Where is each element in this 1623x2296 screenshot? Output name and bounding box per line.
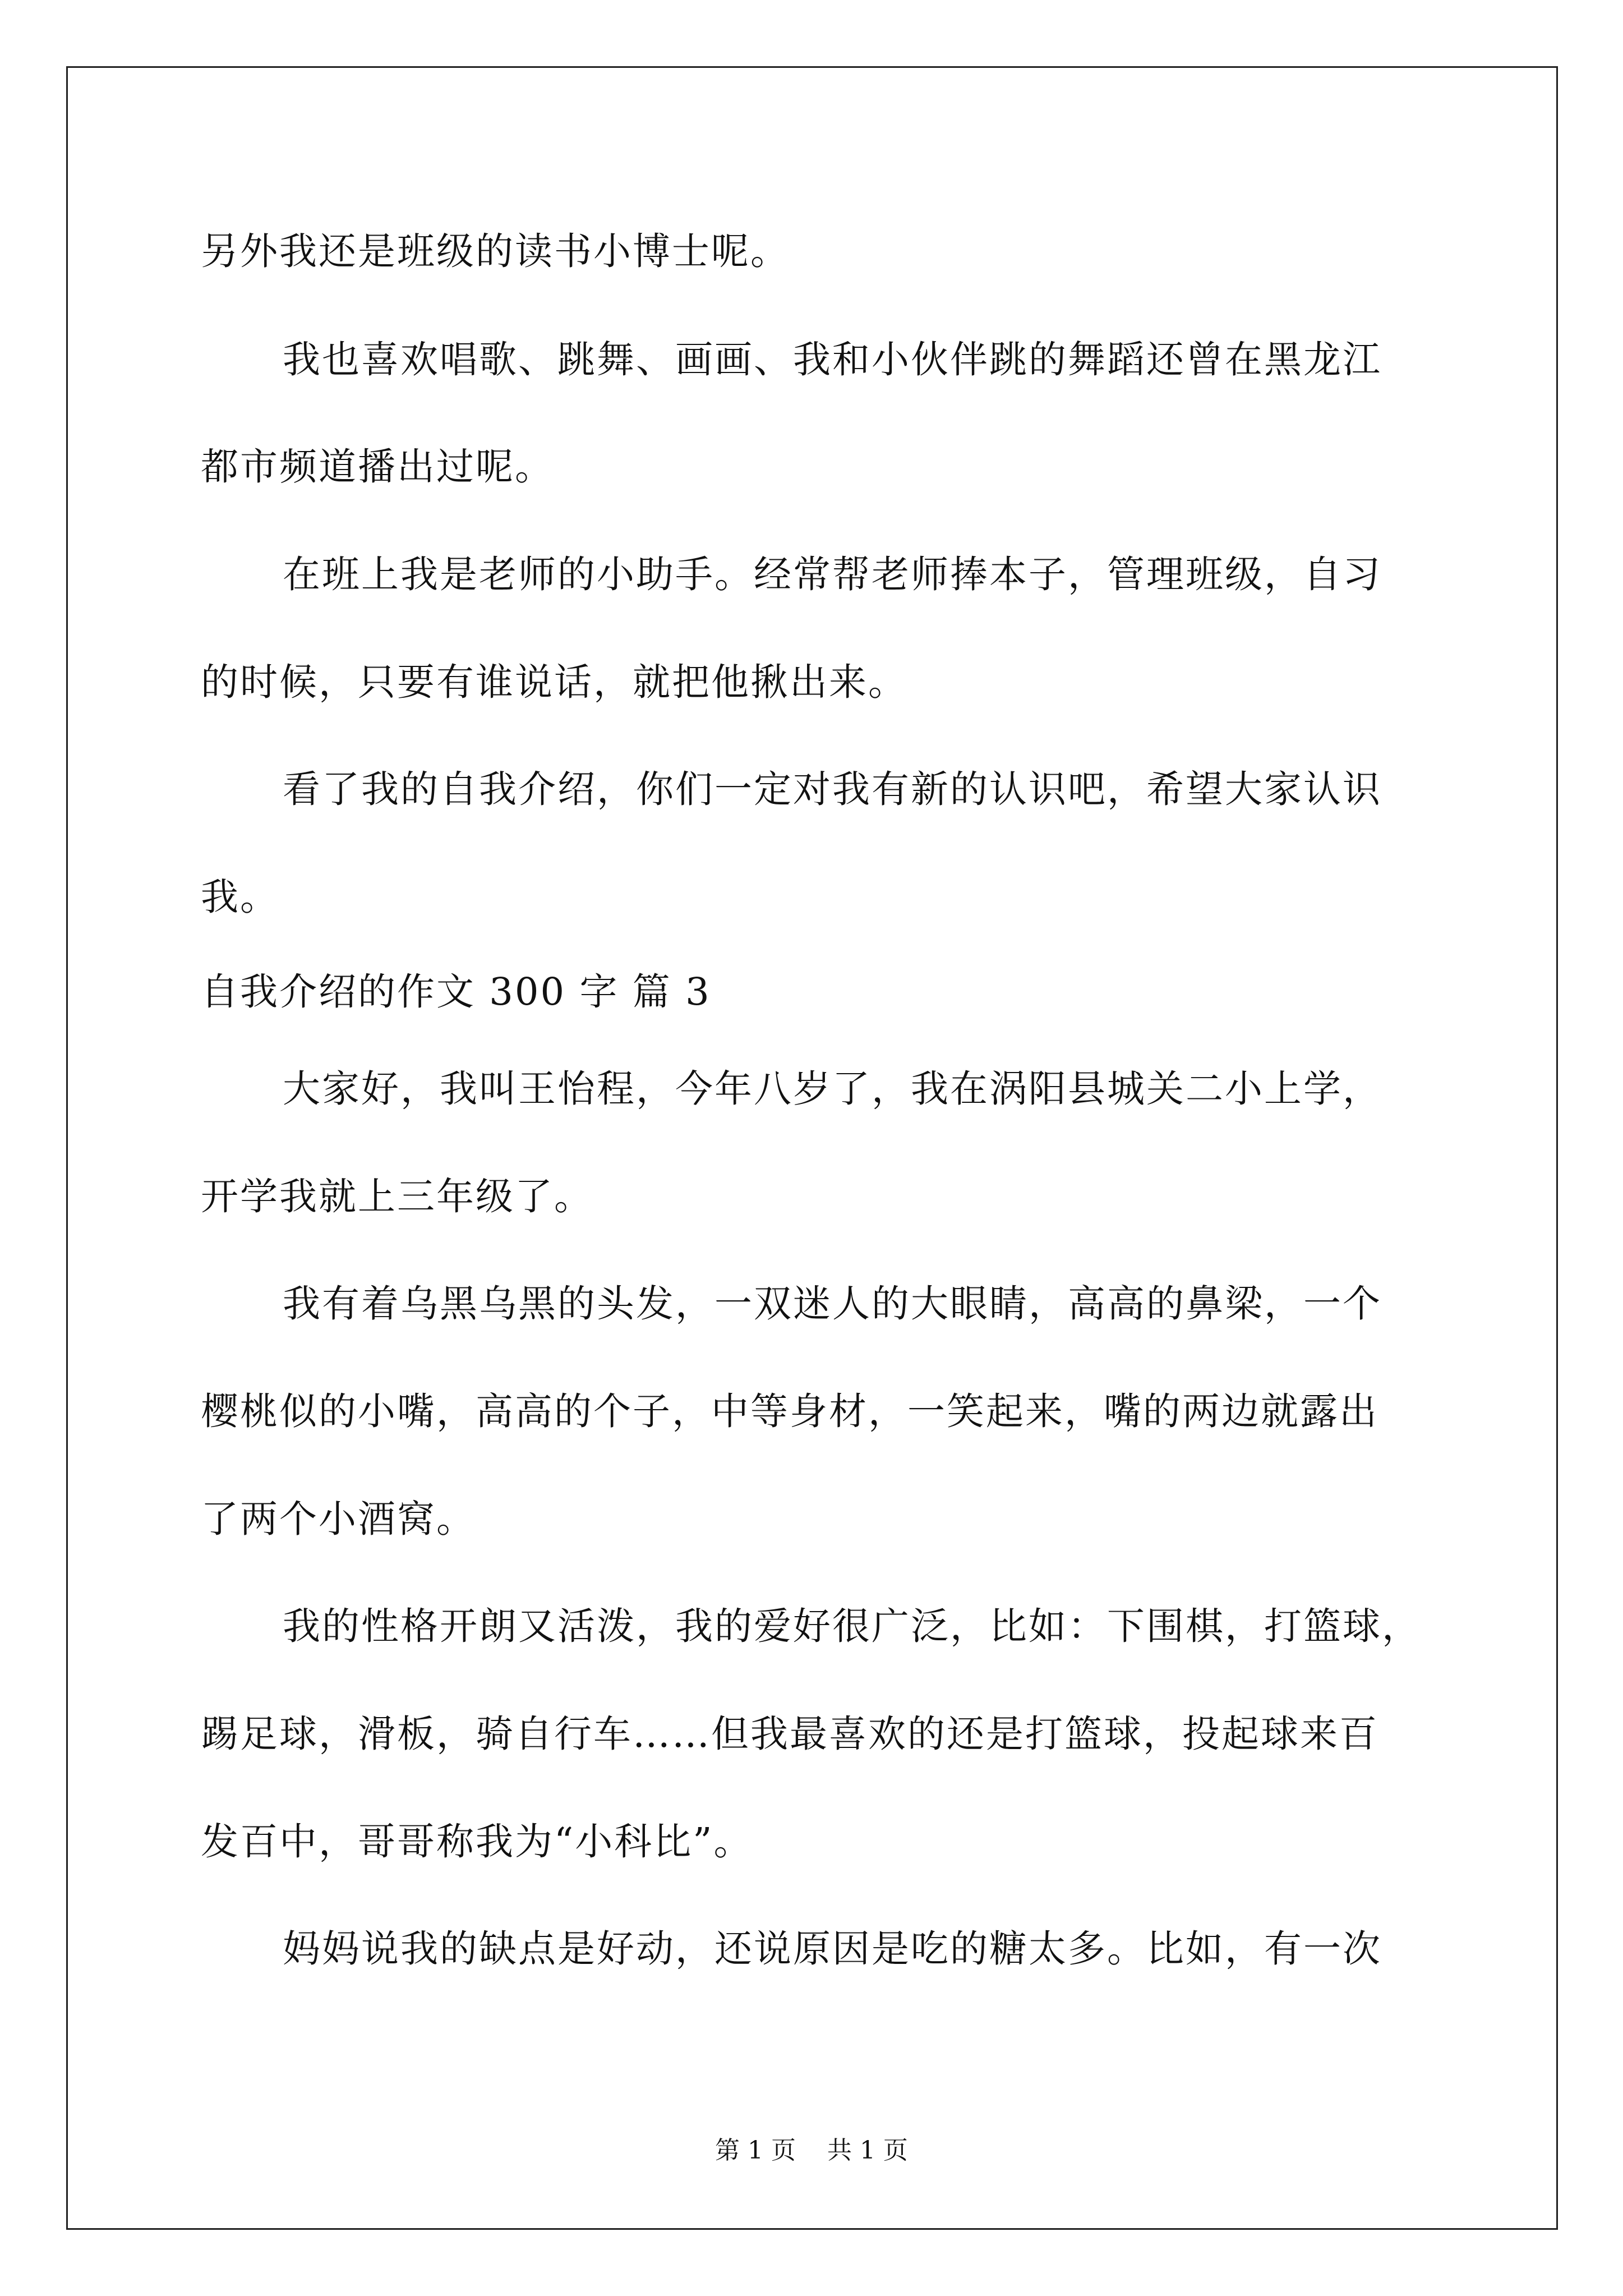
text-line: 另外我还是班级的读书小博士呢。 bbox=[201, 229, 790, 273]
paragraph-start-line: 我的性格开朗又活泼，我的爱好很广泛，比如：下围棋，打篮球， bbox=[283, 1604, 1421, 1648]
text-line: 都市频道播出过呢。 bbox=[201, 445, 554, 489]
paragraph-start-line: 大家好，我叫王怡程，今年八岁了，我在涡阳县城关二小上学， bbox=[283, 1067, 1382, 1111]
paragraph-start-line: 我有着乌黑乌黑的头发，一双迷人的大眼睛，高高的鼻梁，一个 bbox=[283, 1282, 1382, 1326]
text-line: 的时候，只要有谁说话，就把他揪出来。 bbox=[201, 660, 907, 704]
section-heading: 自我介绍的作文 300 字 篇 3 bbox=[201, 970, 711, 1014]
paragraph-start-line: 我也喜欢唱歌、跳舞、画画、我和小伙伴跳的舞蹈还曾在黑龙江 bbox=[283, 338, 1382, 381]
text-line: 开学我就上三年级了。 bbox=[201, 1175, 593, 1218]
paragraph-start-line: 在班上我是老师的小助手。经常帮老师捧本子，管理班级，自习 bbox=[283, 553, 1382, 596]
text-line: 踢足球，滑板，骑自行车……但我最喜欢的还是打篮球，投起球来百 bbox=[201, 1712, 1378, 1756]
page-border bbox=[66, 66, 1558, 2230]
text-line: 发百中，哥哥称我为“小科比”。 bbox=[201, 1820, 753, 1864]
page-footer: 第 1 页 共 1 页 bbox=[715, 2136, 908, 2165]
text-line: 樱桃似的小嘴，高高的个子，中等身材，一笑起来，嘴的两边就露出 bbox=[201, 1389, 1378, 1433]
text-line: 我。 bbox=[201, 875, 279, 919]
paragraph-start-line: 妈妈说我的缺点是好动，还说原因是吃的糖太多。比如，有一次 bbox=[283, 1927, 1382, 1971]
paragraph-start-line: 看了我的自我介绍，你们一定对我有新的认识吧，希望大家认识 bbox=[283, 767, 1382, 811]
text-line: 了两个小酒窝。 bbox=[201, 1497, 476, 1541]
